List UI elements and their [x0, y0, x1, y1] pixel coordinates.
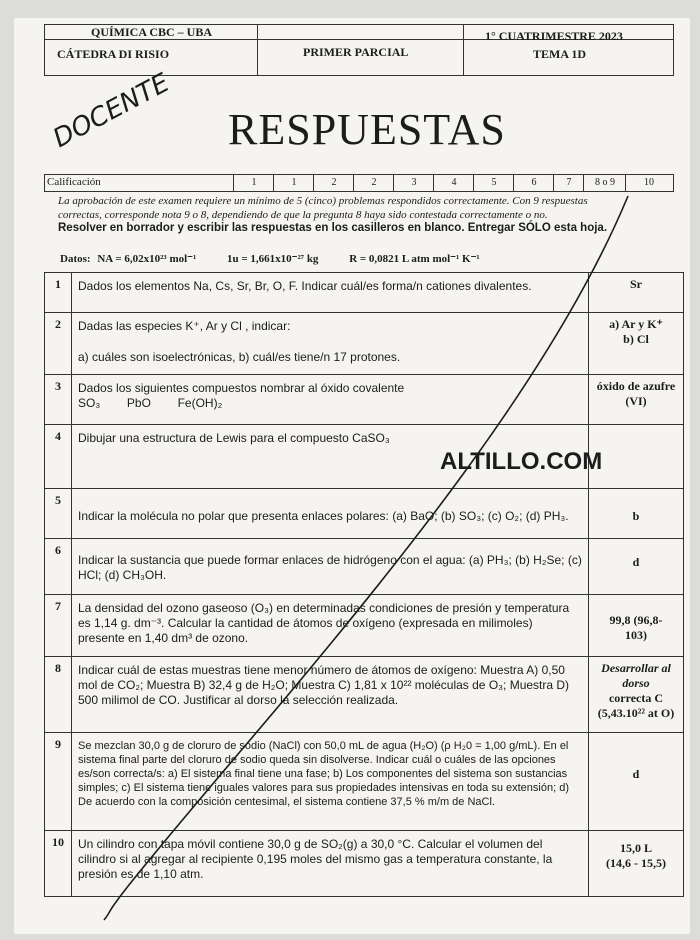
amu: 1u = 1,661x10⁻²⁷ kg: [227, 253, 319, 265]
gas-constant: R = 0,0821 L atm mol⁻¹ K⁻¹: [349, 253, 480, 265]
question-text: Dados los siguientes compuestos nombrar al óxido covalente: [78, 381, 405, 395]
grade-cell: 2: [313, 175, 354, 191]
answer-box: d: [632, 555, 640, 569]
question-number: 4: [45, 425, 72, 489]
question-number: 6: [45, 539, 72, 595]
grade-cell: 1: [273, 175, 314, 191]
question-number: 9: [45, 733, 72, 831]
question-subtext: a) cuáles son isoelectrónicas, b) cuál/es tiene/n 17 protones.: [78, 350, 401, 364]
question-number: 1: [45, 273, 72, 313]
grade-cell: 1: [233, 175, 274, 191]
question-text: Un cilindro con tapa móvil contiene 30,0 g de SO₂(g) a 30,0 °C. Calcular el volumen del cilindro si al agregar al recipiente 0,195 moles del mismo gas a temperatura constante, la presión es de 1,10 atm.: [78, 837, 553, 881]
answer-line-2: (14,6 - 15,5): [606, 856, 666, 870]
answer-box: 99,8 (96,8-: [609, 613, 663, 627]
answer-box: d: [632, 767, 640, 781]
question-number: 10: [45, 831, 72, 897]
grade-cell: 8 o 9: [583, 175, 626, 191]
header-chair: CÁTEDRA DI RISIO: [57, 47, 170, 61]
question-text: La densidad del ozono gaseoso (O₃) en determinadas condiciones de presión y temperatura es 1,14 g. dm⁻³. Calcular la cantidad de átomos de oxígeno (expresada en milimoles) presente en 1,40 dm³ de ozono.: [78, 601, 570, 645]
grade-cell: 4: [433, 175, 474, 191]
answer-box: Desarrollar al dorso: [601, 661, 671, 690]
question-text: Indicar la molécula no polar que presenta enlaces polares: (a) BaO; (b) SO₃; (c) O₂; (d) PH₃.: [78, 509, 569, 523]
handwritten-docente: DOCENTE: [48, 67, 175, 155]
answer-box: b: [632, 509, 640, 523]
avogadro: NA = 6,02x10²³ mol⁻¹: [97, 253, 197, 265]
answer-box: óxido de azufre: [596, 379, 676, 393]
question-number: 8: [45, 657, 72, 733]
answer-line-2: correcta C (5,43.10²² at O): [597, 691, 675, 720]
question-number: 2: [45, 313, 72, 375]
question-text: Dibujar una estructura de Lewis para el compuesto CaSO₃: [78, 431, 390, 445]
header-theme: TEMA 1D: [533, 47, 587, 61]
answer-line-2: b) Cl: [623, 332, 649, 346]
header-period: 1° CUATRIMESTRE 2023: [485, 29, 623, 43]
question-text: Dadas las especies K⁺, Ar y Cl , indicar:: [78, 319, 291, 333]
question-number: 7: [45, 595, 72, 657]
page-title: RESPUESTAS: [228, 105, 506, 154]
answer-box: 15,0 L: [619, 841, 652, 855]
question-subtext: SO₃ PbO Fe(OH)₂: [78, 396, 223, 410]
header-exam: PRIMER PARCIAL: [303, 45, 409, 59]
grade-cell: 5: [473, 175, 514, 191]
grade-cell: 2: [353, 175, 394, 191]
grade-cell: 7: [553, 175, 584, 191]
grade-cell: 10: [625, 175, 672, 191]
grade-label: Calificación: [47, 176, 101, 188]
datos-label: Datos:: [60, 253, 91, 265]
question-text: Se mezclan 30,0 g de cloruro de sodio (NaCl) con 50,0 mL de agua (H₂O) (ρ H₂0 = 1,00 g/mL). En el sistema final parte del cloruro de sodio queda sin disolverse. Indicar cuál o cuáles de las opciones es/son correcta/s: a) El sistema final tiene una fase; b) Los componentes del sistema son sustancias simples; c) El sistema tiene iguales valores para sus propiedades intensivas en toda su extensión; d) De acuerdo con la composición centesimal, el sistema contiene 37,5 % m/m de NaCl.: [78, 740, 569, 808]
answer-line-2: 103): [625, 628, 647, 642]
grade-cell: 6: [513, 175, 554, 191]
instructions: Resolver en borrador y escribir las respuestas en los casilleros en blanco. Entregar SÓLO esta hoja.: [58, 222, 608, 234]
question-text: Indicar la sustancia que puede formar enlaces de hidrógeno con el agua: (a) PH₃; (b) H₂Se; (c) HCl; (d) CH₃OH.: [78, 553, 582, 582]
answer-box: a) Ar y K⁺: [609, 317, 663, 331]
intro-text: La aprobación de este examen requiere un mínimo de 5 (cinco) problemas respondidos correctamente. Con 9 respuestas correctas, corresponde nota 9 o 8, dependiendo de que la pregunta 8 haya sido contestada correctamente o no.: [58, 195, 588, 221]
question-number: 3: [45, 375, 72, 425]
watermark: ALTILLO.COM: [440, 448, 603, 475]
grade-cell: 3: [393, 175, 434, 191]
question-number: 5: [45, 489, 72, 539]
answer-box: Sr: [630, 277, 642, 291]
question-text: Dados los elementos Na, Cs, Sr, Br, O, F. Indicar cuál/es forma/n cationes divalentes.: [78, 279, 532, 293]
answer-line-2: (VI): [625, 394, 647, 408]
question-text: Indicar cuál de estas muestras tiene menor número de átomos de oxígeno: Muestra A) 0,50 mol de CO₂; Muestra B) 32,4 g de H₂O; Muestra C) 1,81 x 10²² moléculas de O₃; Muestra D) 500 milimol de CO. Justificar al dorso la selección realizada.: [78, 663, 570, 707]
header-subject: QUÍMICA CBC – UBA: [91, 25, 213, 39]
